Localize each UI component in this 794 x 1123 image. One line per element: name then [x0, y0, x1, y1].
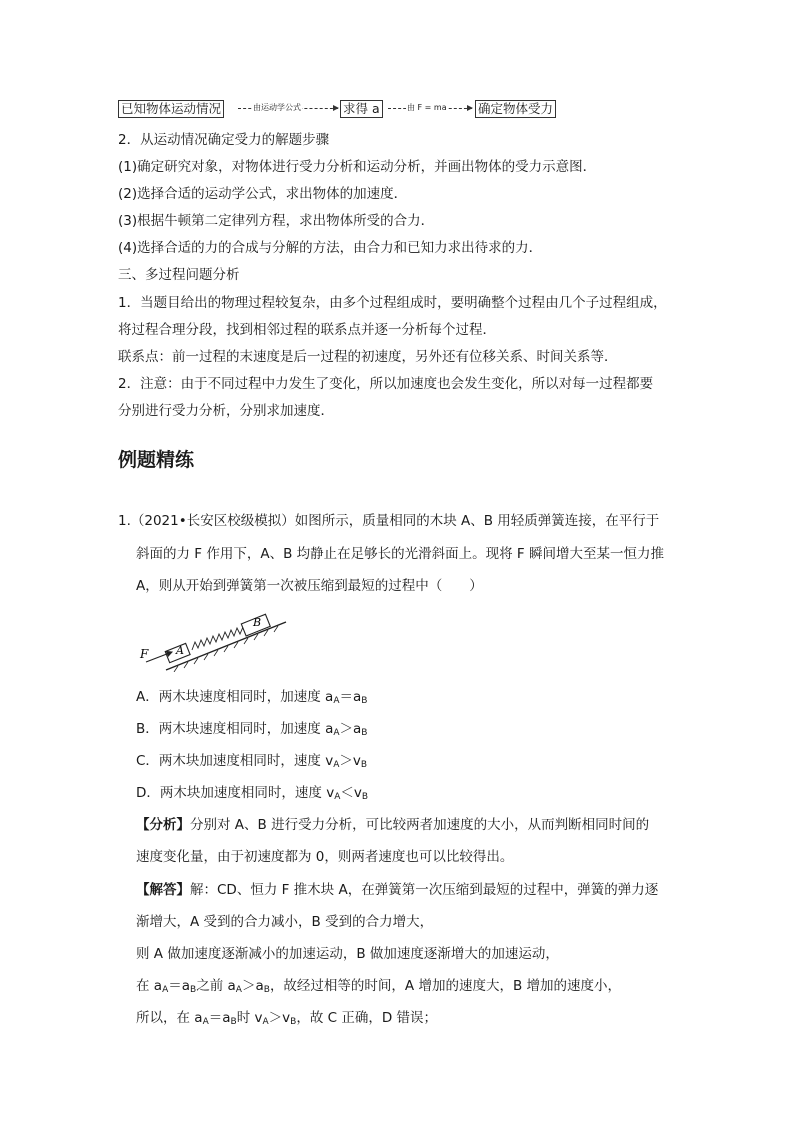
sol5-s1: A	[202, 1017, 209, 1027]
option-a-relation: ＝	[339, 689, 353, 705]
flow-arrow-2	[388, 103, 472, 112]
solution-text-1: 解：CD、恒力 F 推木块 A，在弹簧第一次压缩到最短的过程中，弹簧的弹力逐	[190, 882, 659, 898]
solution-line-5	[136, 1009, 437, 1031]
question-line-3: A，则从开始到弹簧第一次被压缩到最短的过程中（ ）	[136, 578, 483, 594]
flow-chart	[118, 100, 598, 118]
analysis-text-1: 分别对 A、B 进行受力分析，可比较两者加速度的大小，从而判断相同时间的	[190, 817, 650, 833]
sol4-s2: B	[190, 985, 197, 995]
option-c-q2: v	[352, 753, 361, 769]
force-label: F	[140, 647, 149, 661]
option-b-s2: B	[361, 728, 368, 738]
option-d[interactable]	[136, 784, 368, 806]
sol4-t4: ＞a	[241, 978, 264, 994]
sol5-s2: B	[230, 1017, 237, 1027]
sol5-t3: 时 v	[236, 1010, 263, 1026]
option-d-q1: v	[326, 785, 335, 801]
sol5-s3: A	[262, 1017, 269, 1027]
option-b-s1: A	[333, 728, 340, 738]
section-2-title: 2．从运动情况确定受力的解题步骤	[118, 132, 330, 148]
option-c[interactable]	[136, 752, 367, 774]
flow-box-determine-force: 确定物体受力	[475, 100, 556, 118]
option-a-q1: a	[325, 689, 334, 705]
flow-arrow-label-2: 由 F = ma	[407, 103, 447, 112]
flow-box-known-motion: 已知物体运动情况	[118, 100, 224, 118]
sol5-t1: 所以，在 a	[136, 1010, 203, 1026]
option-a-q2: a	[352, 689, 362, 705]
flow-arrow-1	[238, 103, 338, 112]
section-3-title: 三、多过程问题分析	[118, 267, 240, 283]
solution-line-1	[136, 881, 658, 899]
spring	[192, 627, 246, 650]
option-a-s1: A	[333, 696, 340, 706]
sol5-t4: ＞v	[268, 1010, 291, 1026]
solution-line-4	[136, 977, 621, 999]
section-3-point-1-line-2: 将过程合理分段，找到相邻过程的联系点并逐一分析每个过程．	[118, 322, 496, 338]
option-b-q1: a	[325, 721, 334, 737]
question-line-1: 1.（2021•长安区校级模拟）如图所示，质量相同的木块 A、B 用轻质弹簧连接，在平行于	[118, 513, 660, 529]
step-4: (4)选择合适的力的合成与分解的方法，由合力和已知力求出待求的力．	[118, 240, 543, 256]
option-a-s2: B	[361, 696, 368, 706]
option-c-relation: ＞	[339, 753, 353, 769]
sol4-s4: B	[263, 985, 270, 995]
examples-heading: 例题精练	[118, 449, 195, 471]
option-b-text: B．两木块速度相同时，加速度	[136, 721, 326, 737]
sol5-t5: ，故 C 正确，D 错误；	[296, 1010, 438, 1026]
option-c-s2: B	[360, 760, 368, 770]
solution-line-3: 则 A 做加速度逐渐减小的加速运动，B 做加速度逐渐增大的加速运动，	[136, 946, 559, 962]
question-line-2: 斜面的力 F 作用下，A、B 均静止在足够长的光滑斜面上。现将 F 瞬间增大至某一恒力推	[136, 546, 664, 562]
option-d-s2: B	[361, 792, 369, 802]
incline-figure	[136, 606, 296, 672]
sol5-s4: B	[290, 1017, 297, 1027]
option-c-text: C．两木块加速度相同时，速度	[136, 753, 326, 769]
section-3-point-2-line-2: 分别进行受力分析，分别求加速度．	[118, 403, 334, 419]
step-3: (3)根据牛顿第二定律列方程，求出物体所受的合力．	[118, 213, 435, 229]
block-a-label: A	[176, 644, 184, 657]
step-1: (1)确定研究对象，对物体进行受力分析和运动分析，并画出物体的受力示意图．	[118, 159, 597, 175]
option-b-q2: a	[353, 721, 362, 737]
sol4-t2: ＝a	[168, 978, 191, 994]
solution-label: 【解答】	[136, 882, 190, 898]
flow-arrow-label-1: 由运动学公式	[253, 103, 301, 112]
flow-box-find-a: 求得 a	[340, 100, 383, 118]
option-b[interactable]	[136, 720, 367, 742]
option-a[interactable]	[136, 688, 367, 710]
analysis-line-1	[136, 816, 649, 834]
option-d-text: D．两木块加速度相同时，速度	[136, 785, 327, 801]
sol4-t5: ，故经过相等的时间，A 增加的速度大，B 增加的速度小，	[269, 978, 622, 994]
step-2: (2)选择合适的运动学公式，求出物体的加速度．	[118, 186, 408, 202]
option-a-text: A．两木块速度相同时，加速度	[136, 689, 326, 705]
option-c-q1: v	[325, 753, 334, 769]
incline-hatching	[174, 626, 278, 672]
option-d-s1: A	[334, 792, 341, 802]
option-d-relation: ＜	[340, 785, 354, 801]
sol4-t3: 之前 a	[196, 978, 236, 994]
sol4-s3: A	[235, 985, 242, 995]
block-b-label: B	[253, 616, 262, 629]
sol4-s1: A	[162, 985, 169, 995]
sol5-t2: ＝a	[208, 1010, 231, 1026]
analysis-line-2: 速度变化量，由于初速度都为 0，则两者速度也可以比较得出。	[136, 849, 514, 865]
solution-line-2: 渐增大，A 受到的合力减小，B 受到的合力增大，	[136, 914, 434, 930]
sol4-t1: 在 a	[136, 978, 163, 994]
section-3-point-2-line-1: 2．注意：由于不同过程中力发生了变化，所以加速度也会发生变化，所以对每一过程都要	[118, 376, 654, 392]
option-d-q2: v	[353, 785, 362, 801]
section-3-point-1-line-1: 1．当题目给出的物理过程较复杂，由多个过程组成时，要明确整个过程由几个子过程组成，	[118, 295, 667, 311]
option-c-s1: A	[333, 760, 340, 770]
section-3-link-point: 联系点：前一过程的末速度是后一过程的初速度，另外还有位移关系、时间关系等．	[118, 349, 618, 365]
option-b-relation: ＞	[339, 721, 354, 737]
analysis-label: 【分析】	[136, 817, 190, 833]
